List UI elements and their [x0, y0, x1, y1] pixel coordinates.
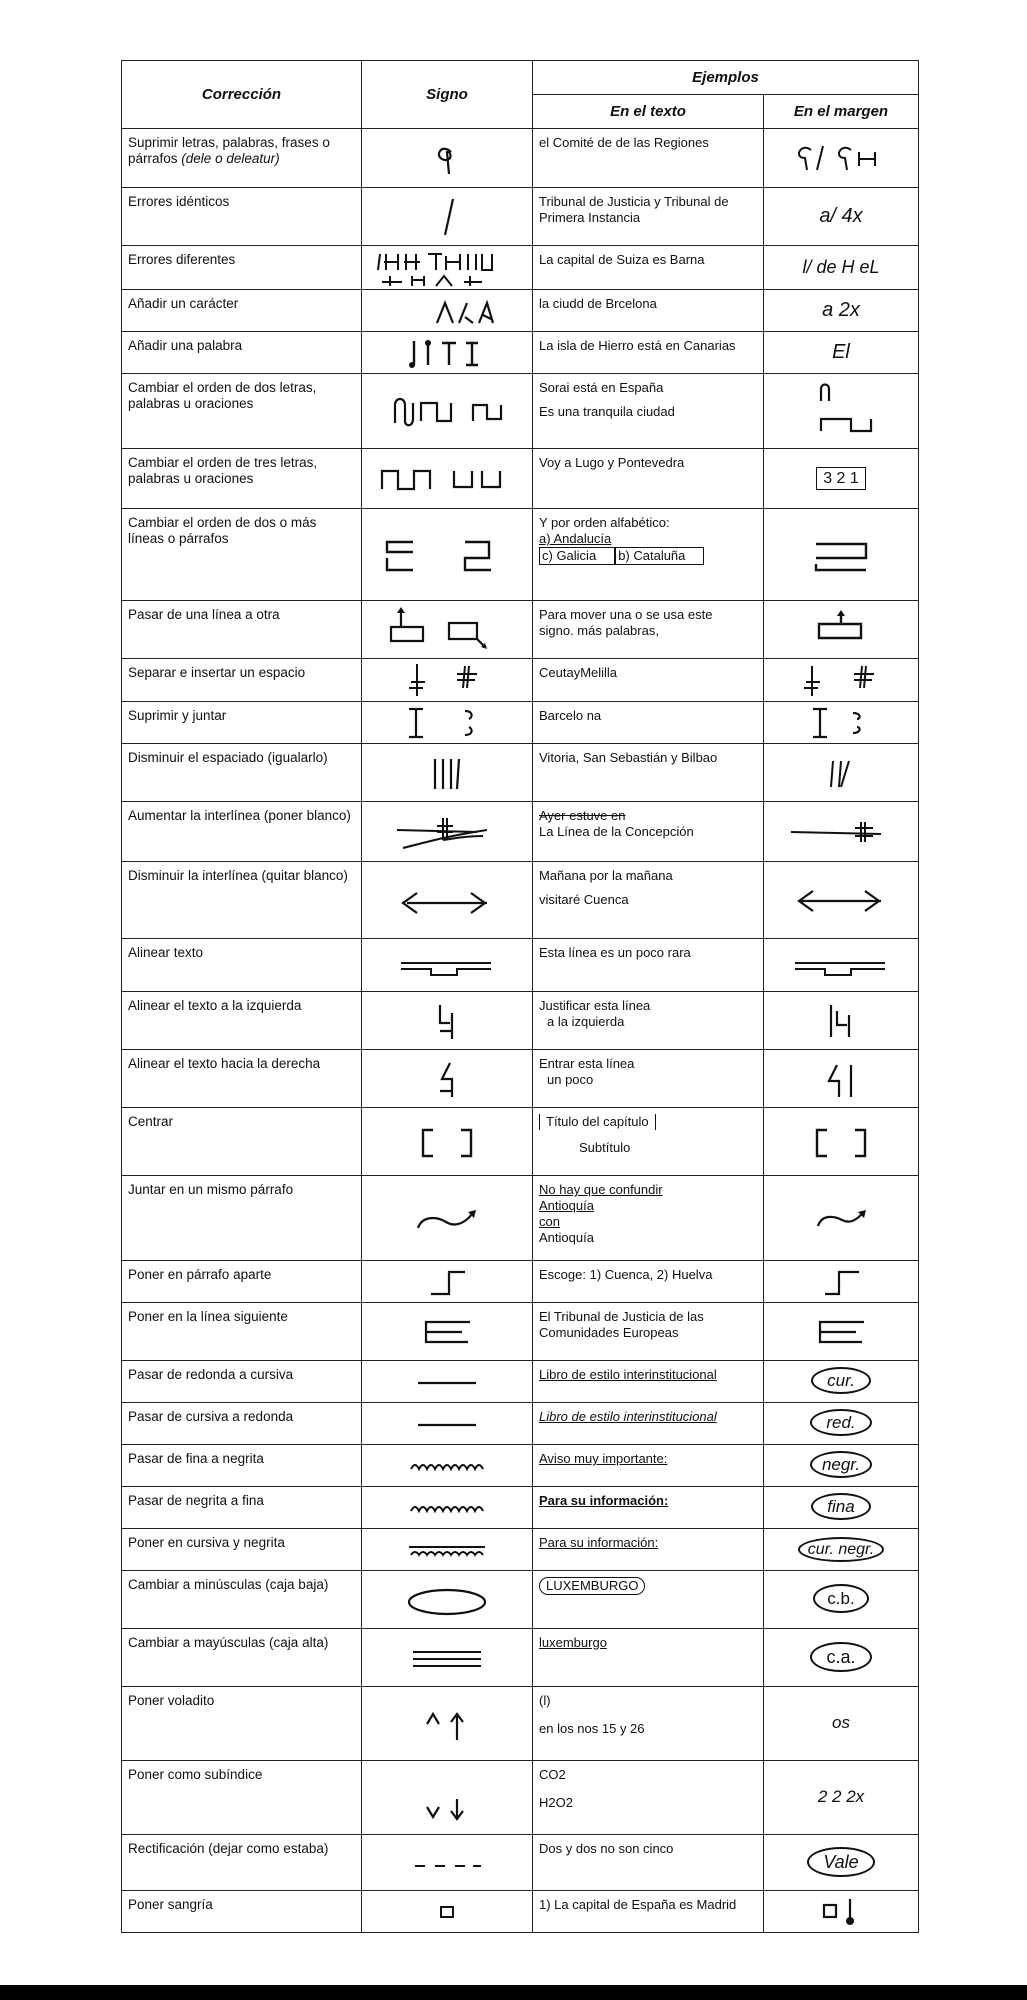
table-row — [122, 290, 919, 332]
superscript-sign-icon — [397, 1702, 497, 1746]
margin-note: red. — [810, 1409, 871, 1436]
header-ejemplos: Ejemplos — [533, 61, 919, 95]
table-row — [122, 1445, 919, 1487]
example-line: c) Galicia — [539, 547, 615, 565]
slash-sign-icon — [427, 195, 467, 239]
example-line: La Línea de la Concepción — [539, 824, 694, 839]
center-margin-icon — [801, 1122, 881, 1162]
example-line: Escoge: 1) Cuenca, 2) Huelva — [539, 1267, 713, 1282]
row-label: Aumentar la interlínea (poner blanco) — [122, 802, 362, 862]
increase-leading-margin-icon — [781, 812, 901, 852]
swap-two-margin-icon — [791, 381, 891, 441]
margin-note: fina — [811, 1493, 870, 1520]
join-paragraph-margin-icon — [796, 1198, 886, 1238]
margin-note: negr. — [810, 1451, 872, 1478]
margin-note: c.a. — [810, 1642, 871, 1672]
bottom-edge-bar — [0, 1985, 1027, 2000]
header-en-el-texto: En el texto — [533, 95, 764, 129]
margin-note: 2 2 2x — [817, 1787, 865, 1806]
example-line: Entrar esta línea — [539, 1056, 635, 1071]
table-row — [122, 129, 919, 188]
row-label: Pasar de redonda a cursiva — [122, 1361, 362, 1403]
row-label: Cambiar el orden de dos letras, palabras u oraciones — [122, 374, 362, 449]
row-label: Suprimir letras, palabras, frases o párrafos — [128, 135, 330, 166]
example-line: El Tribunal de Justicia de las — [539, 1309, 704, 1324]
table-row — [122, 1487, 919, 1529]
example-line: signo. más palabras, — [539, 623, 659, 638]
row-label: Cambiar a minúsculas (caja baja) — [122, 1571, 362, 1629]
decrease-leading-margin-icon — [781, 875, 901, 925]
example-line: Barcelo na — [539, 708, 602, 723]
row-label: Poner voladito — [122, 1687, 362, 1761]
table-row — [122, 992, 919, 1050]
example-line: Tribunal de Justicia y Tribunal de — [539, 194, 729, 209]
row-label: Rectificación (dejar como estaba) — [122, 1835, 362, 1891]
example-line: LUXEMBURGO — [539, 1577, 645, 1595]
row-label: Errores idénticos — [122, 188, 362, 246]
row-label: Poner sangría — [122, 1891, 362, 1933]
delete-sign-icon — [427, 138, 467, 178]
stet-sign-icon — [397, 1848, 497, 1878]
example-line: Dos y dos no son cinco — [539, 1841, 674, 1856]
margin-note: c.b. — [813, 1584, 868, 1613]
row-label: Pasar de cursiva a redonda — [122, 1403, 362, 1445]
wavy-underline-sign-icon — [397, 1451, 497, 1481]
example-line: b) Cataluña — [615, 547, 704, 565]
move-line-margin-icon — [801, 610, 881, 650]
example-line: La isla de Hierro está en Canarias — [539, 338, 736, 353]
insert-space-margin-icon — [786, 660, 896, 700]
example-line: Para mover una o se usa este — [539, 607, 713, 622]
example-line: Mañana por la mañana — [539, 868, 673, 883]
table-row — [122, 1687, 919, 1761]
example-line: Primera Instancia — [539, 210, 641, 225]
equalize-spacing-margin-icon — [811, 753, 871, 793]
example-line: Para su información: — [539, 1535, 659, 1550]
example-line: Libro de estilo interinstitucional — [539, 1367, 717, 1382]
example-line: Libro de estilo interinstitucional — [539, 1409, 717, 1424]
table-row — [122, 1050, 919, 1108]
example-line: CO2 — [539, 1767, 566, 1782]
table-row — [122, 1529, 919, 1571]
delete-margin-icon — [781, 138, 901, 178]
example-line: Voy a Lugo y Pontevedra — [539, 455, 685, 470]
row-label: Alinear el texto a la izquierda — [122, 992, 362, 1050]
move-line-sign-icon — [377, 605, 517, 655]
example-line: H2O2 — [539, 1795, 573, 1810]
margin-note: a 2x — [822, 298, 860, 321]
example-line: a) Andalucía — [539, 531, 612, 546]
lowercase-sign-icon — [397, 1580, 497, 1620]
center-sign-icon — [407, 1122, 487, 1162]
example-line: Y por orden alfabético: — [539, 515, 670, 530]
align-right-margin-icon — [811, 1057, 871, 1101]
example-line: la ciudd de Brcelona — [539, 296, 657, 311]
underline-sign-icon — [402, 1409, 492, 1439]
example-line: Para su información: — [539, 1493, 669, 1508]
add-word-sign-icon — [402, 335, 492, 371]
table-row — [122, 1629, 919, 1687]
row-label: Cambiar el orden de tres letras, palabras u oraciones — [122, 449, 362, 509]
delete-join-margin-icon — [791, 703, 891, 743]
align-left-sign-icon — [422, 999, 472, 1043]
row-label: Errores diferentes — [122, 246, 362, 290]
different-errors-sign-icon — [372, 248, 522, 288]
table-row — [122, 939, 919, 992]
example-line: Comunidades Europeas — [539, 1325, 679, 1340]
example-line: Subtítulo — [579, 1140, 631, 1155]
table-row — [122, 188, 919, 246]
row-label: Disminuir el espaciado (igualarlo) — [122, 744, 362, 802]
example-line: un poco — [547, 1072, 594, 1087]
example-line: con — [539, 1214, 560, 1229]
example-line: a la izquierda — [547, 1014, 625, 1029]
example-line: 1) La capital de España es Madrid — [539, 1897, 737, 1912]
example-line: Justificar esta línea — [539, 998, 651, 1013]
margin-note: l/ de H eL — [802, 256, 880, 277]
margin-note: El — [832, 340, 850, 363]
align-left-margin-icon — [811, 999, 871, 1043]
table-row — [122, 744, 919, 802]
example-line: Título del capítulo — [539, 1114, 656, 1130]
example-line: Esta línea es un poco rara — [539, 945, 691, 960]
row-label: Añadir una palabra — [122, 332, 362, 374]
insert-space-sign-icon — [387, 660, 507, 700]
example-line: CeutayMelilla — [539, 665, 618, 680]
margin-note: cur. negr. — [798, 1537, 884, 1562]
align-right-sign-icon — [422, 1057, 472, 1101]
table-row — [122, 374, 919, 449]
align-text-sign-icon — [387, 945, 507, 985]
example-line: en los nos 15 y 26 — [539, 1721, 645, 1736]
next-line-margin-icon — [806, 1312, 876, 1352]
proofreading-table-page — [121, 60, 918, 1933]
proofreading-marks-table — [121, 60, 919, 1933]
table-row — [122, 509, 919, 601]
swap-three-sign-icon — [372, 459, 522, 499]
table-row — [122, 1761, 919, 1835]
table-row — [122, 246, 919, 290]
indent-sign-icon — [427, 1897, 467, 1927]
row-label: Disminuir la interlínea (quitar blanco) — [122, 862, 362, 939]
uppercase-sign-icon — [397, 1638, 497, 1678]
header-en-el-margen: En el margen — [764, 95, 919, 129]
row-label: Poner en cursiva y negrita — [122, 1529, 362, 1571]
row-label: Poner como subíndice — [122, 1761, 362, 1835]
margin-note: os — [832, 1713, 850, 1732]
header-correccion: Corrección — [122, 61, 362, 129]
row-label: Alinear texto — [122, 939, 362, 992]
example-line: La capital de Suiza es Barna — [539, 252, 705, 267]
header-signo: Signo — [362, 61, 533, 129]
delete-join-sign-icon — [387, 703, 507, 743]
example-line: Vitoria, San Sebastián y Bilbao — [539, 750, 718, 765]
row-label: Añadir un carácter — [122, 290, 362, 332]
example-line: Antioquía — [539, 1198, 594, 1213]
row-label: Poner en la línea siguiente — [122, 1303, 362, 1361]
table-row — [122, 1403, 919, 1445]
double-underline-sign-icon — [397, 1535, 497, 1565]
margin-note: Vale — [807, 1847, 874, 1877]
join-paragraph-sign-icon — [402, 1198, 492, 1238]
table-row — [122, 1835, 919, 1891]
caret-insert-sign-icon — [387, 293, 507, 329]
align-text-margin-icon — [781, 945, 901, 985]
table-row — [122, 601, 919, 659]
margin-note: 3 2 1 — [816, 467, 866, 490]
example-line: el Comité de de las Regiones — [539, 135, 709, 150]
table-row — [122, 1361, 919, 1403]
table-row — [122, 332, 919, 374]
example-line: luxemburgo — [539, 1635, 607, 1650]
decrease-leading-sign-icon — [387, 875, 507, 925]
next-line-sign-icon — [412, 1312, 482, 1352]
row-label: Cambiar a mayúsculas (caja alta) — [122, 1629, 362, 1687]
row-label: Centrar — [122, 1108, 362, 1176]
subscript-sign-icon — [397, 1773, 497, 1823]
example-line: No hay que confundir — [539, 1182, 663, 1197]
new-paragraph-margin-icon — [811, 1264, 871, 1300]
increase-leading-sign-icon — [387, 810, 507, 854]
example-line: Aviso muy importante: — [539, 1451, 668, 1466]
row-label: Juntar en un mismo párrafo — [122, 1176, 362, 1261]
new-paragraph-sign-icon — [417, 1264, 477, 1300]
row-label: Poner en párrafo aparte — [122, 1261, 362, 1303]
row-label: Suprimir y juntar — [122, 702, 362, 744]
row-note: (dele o deleatur) — [181, 151, 280, 166]
table-row — [122, 1108, 919, 1176]
table-row — [122, 1571, 919, 1629]
table-row — [122, 1891, 919, 1933]
table-row — [122, 702, 919, 744]
example-line: (l) — [539, 1693, 551, 1708]
example-line: Ayer estuve en — [539, 808, 626, 823]
swap-lines-sign-icon — [377, 530, 517, 580]
margin-note: cur. — [811, 1367, 871, 1394]
example-line: Antioquía — [539, 1230, 594, 1245]
underline-sign-icon — [402, 1367, 492, 1397]
table-row — [122, 1261, 919, 1303]
swap-two-sign-icon — [377, 391, 517, 431]
row-label: Separar e insertar un espacio — [122, 659, 362, 702]
table-row — [122, 449, 919, 509]
table-row — [122, 802, 919, 862]
row-label: Pasar de fina a negrita — [122, 1445, 362, 1487]
row-label: Pasar de una línea a otra — [122, 601, 362, 659]
row-label: Cambiar el orden de dos o más líneas o párrafos — [122, 509, 362, 601]
equalize-spacing-sign-icon — [417, 753, 477, 793]
table-row — [122, 659, 919, 702]
margin-note: a/ 4x — [819, 204, 863, 227]
row-label: Alinear el texto hacia la derecha — [122, 1050, 362, 1108]
swap-lines-margin-icon — [796, 530, 886, 580]
wavy-underline-sign-icon — [397, 1493, 497, 1523]
table-row — [122, 862, 919, 939]
table-row — [122, 1303, 919, 1361]
example-line: Sorai está en España — [539, 380, 664, 395]
row-label: Pasar de negrita a fina — [122, 1487, 362, 1529]
table-row — [122, 1176, 919, 1261]
indent-margin-icon — [806, 1895, 876, 1929]
example-line: visitaré Cuenca — [539, 892, 629, 907]
example-line: Es una tranquila ciudad — [539, 404, 675, 419]
